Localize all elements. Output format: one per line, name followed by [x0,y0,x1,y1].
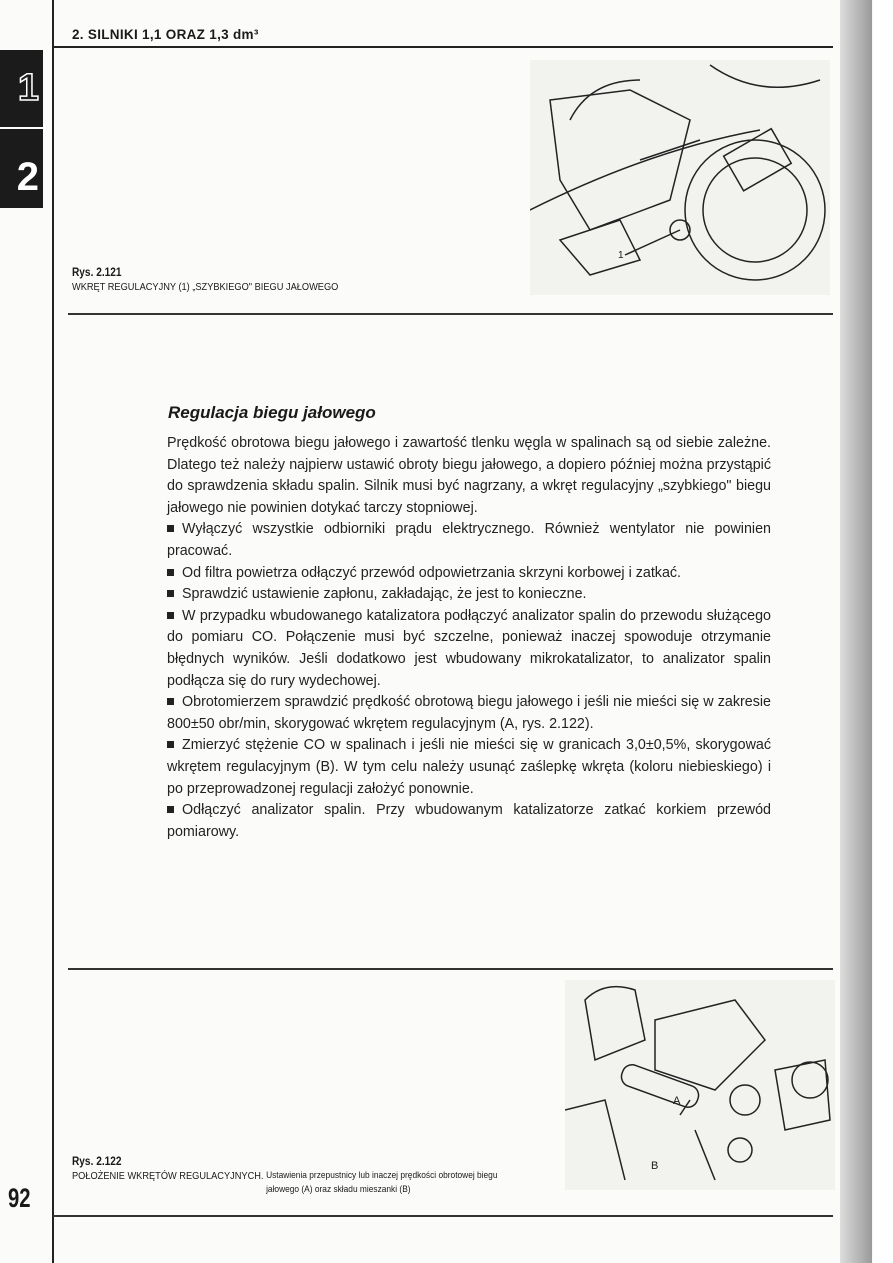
section-rule [68,313,833,315]
step-7: Odłączyć analizator spalin. Przy wbudowanym katalizatorze zatkać korkiem przewód pomiarowy. [167,802,771,840]
figure-number: Rys. 2.122 [72,1156,122,1168]
page-number: 92 [8,1183,31,1213]
step-1: Wyłączyć wszystkie odbiorniki prądu elektrycznego. Również wentylator nie powinien pracować. [167,521,771,559]
figure-2-122-caption [72,1155,512,1197]
step-2: Od filtra powietrza odłączyć przewód odpowietrzania skrzyni korbowej i zatkać. [167,563,771,585]
chapter-tab-2: 2 [0,129,43,208]
bullet-icon [167,741,174,748]
bullet-icon [167,590,174,597]
figure-2-121-engine-drawing [530,60,830,295]
bullet-icon [167,525,174,532]
figure-2-122-carburettor-drawing [565,980,835,1190]
figure-callout: 1 [618,250,624,261]
caption-text: Ustawienia przepustnicy lub inaczej prędkości obrotowej biegu jałowego (A) oraz składu mieszanki (B) [266,1170,498,1195]
footer-rule [53,1215,833,1217]
step-4: W przypadku wbudowanego katalizatora podłączyć analizator spalin do przewodu służącego do pomiaru CO. Połączenie musi być szczelne, ponieważ inaczej spowoduje otrzymanie błędnych wyników. Jeśli dodatkowo jest wbudowany mikrokatalizator, to analizator spalin podłącza się do rury wydechowej. [167,607,771,689]
bullet-icon [167,806,174,813]
intro-paragraph: Prędkość obrotowa biegu jałowego i zawartość tlenku węgla w spalinach są od siebie zależne. Dlatego też należy najpierw ustawić obroty biegu jałowego, a dopiero później można przystąpić do sprawdzenia składu spalin. Silnik musi być nagrzany, a wkręt regulacyjny „szybkiego" biegu jałowego nie powinien dotykać tarczy stopniowej. [167,435,771,516]
bullet-icon [167,612,174,619]
step-5: Obrotomierzem sprawdzić prędkość obrotową biegu jałowego i jeśli nie mieści się w zakresie 800±50 obr/min, skorygować wkrętem regulacyjnym (A, rys. 2.122). [167,694,771,732]
section-heading: Regulacja biegu jałowego [168,403,376,422]
section-rule [68,968,833,970]
header-rule [53,46,833,48]
bullet-icon [167,569,174,576]
chapter-tab-1: 1 [0,50,43,127]
label-a: A [673,1095,681,1107]
section-body [167,433,771,843]
scan-edge-shadow [840,0,893,1263]
label-b: B [651,1160,659,1172]
step-3: Sprawdzić ustawienie zapłonu, zakładając, że jest to konieczne. [167,584,771,606]
margin-rule [52,0,54,1263]
step-6: Zmierzyć stężenie CO w spalinach i jeśli nie mieści się w granicach 3,0±0,5%, skorygować wkrętem regulacyjnym (B). W tym celu należy usunąć zaślepkę wkręta (koloru niebieskiego) i po przeprowadzonej regulacji założyć ponownie. [167,737,771,797]
bullet-icon [167,698,174,705]
figure-caption-text: WKRĘT REGULACYJNY (1) „SZYBKIEGO" BIEGU JAŁOWEGO [72,281,339,293]
caption-bold: POŁOŻENIE WKRĘTÓW REGULACYJNYCH. [72,1170,264,1182]
chapter-header: 2. SILNIKI 1,1 ORAZ 1,3 dm³ [72,27,259,42]
figure-2-121-caption [72,266,338,294]
figure-number: Rys. 2.121 [72,267,122,279]
